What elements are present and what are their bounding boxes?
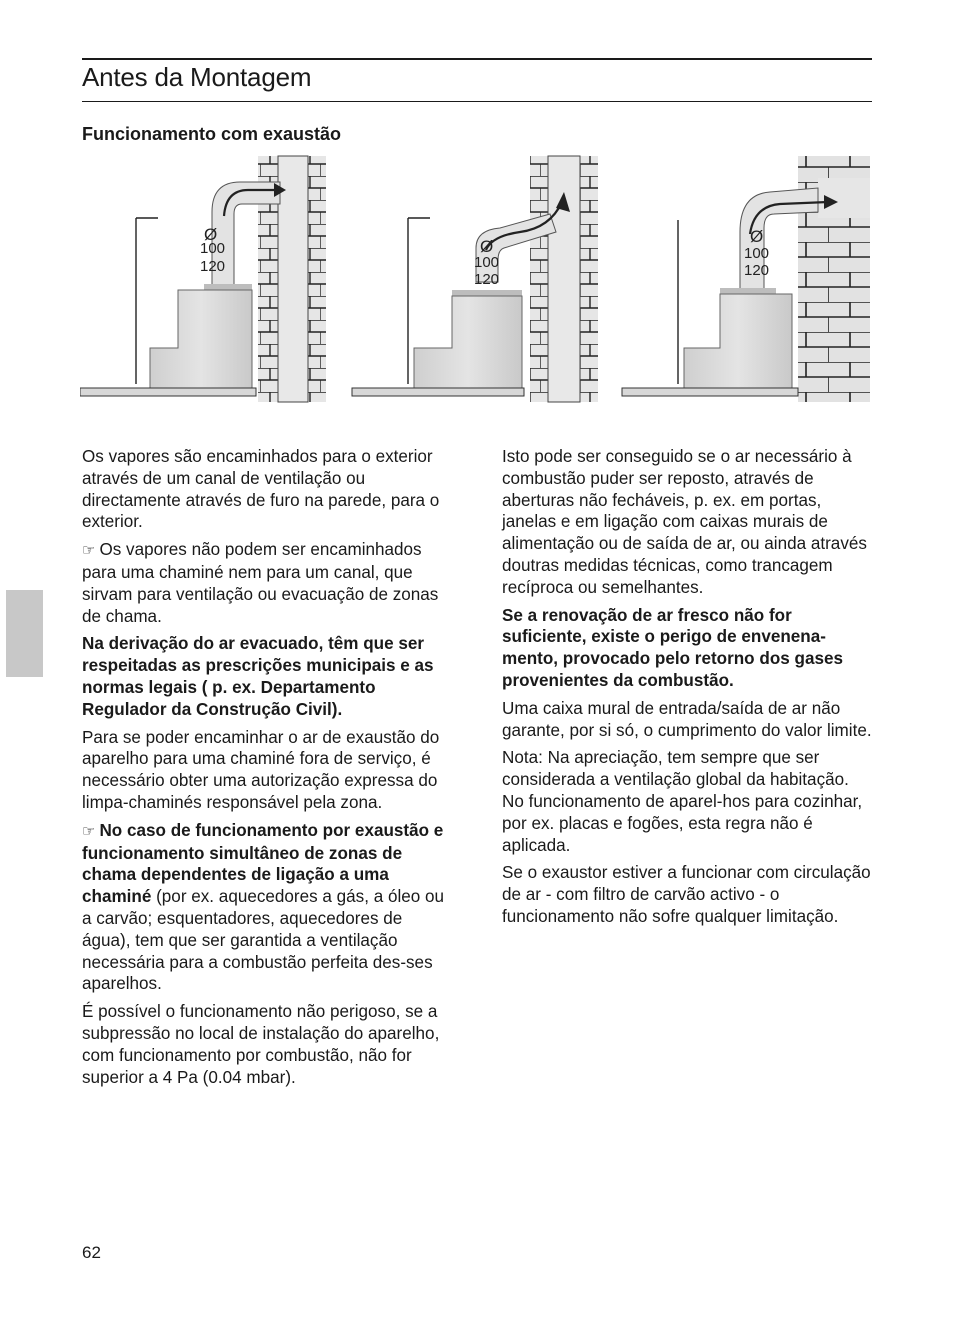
- paragraph: Nota: Na apreciação, tem sempre que ser considerada a ventilação global da habitação. No funcionamento de aparel-hos para cozinhar, por ex. placas e fogões, esta regra não é aplicada.: [502, 748, 863, 855]
- size-label-100: 100: [200, 240, 226, 257]
- size-label-120: 120: [744, 262, 770, 279]
- figure-chimney-center: [352, 156, 598, 402]
- paragraph: Os vapores são encaminhados para o exterior através de um canal de ventilação ou directamente através de furo na parede, para o exterior.: [82, 447, 440, 532]
- section-title: Funcionamento com exaustão: [82, 124, 342, 144]
- diameter-symbol: Ø: [204, 225, 218, 244]
- paragraph: Isto pode ser conseguido se o ar necessário à combustão puder ser reposto, através de aberturas não fecháveis, p. ex. em portas, janelas e em ligação com caixas murais de alimentação ou de saída de ar, ou ainda através doutras medidas técnicas, como trancagem recíproca ou semelhantes.: [502, 447, 867, 597]
- diameter-symbol: Ø: [750, 227, 764, 246]
- pointing-hand-icon: ☞: [82, 541, 96, 560]
- right-text-column: [502, 446, 874, 934]
- diameter-symbol: Ø: [480, 237, 494, 256]
- paragraph: Para se poder encaminhar o ar de exaustão do aparelho para uma chaminé fora de serviço, é necessário obter uma autorização expressa do limpa-chaminés responsável pela zona.: [82, 727, 440, 812]
- page-title: Antes da Montagem: [82, 62, 312, 92]
- figure-chimney-left: [80, 156, 326, 402]
- size-label-100: 100: [474, 254, 500, 271]
- header-rule-bottom: [82, 101, 872, 102]
- bold-text: No caso de funcionamento por exaustão e funcionamento simultâneo de zonas de chama dependentes de ligação a uma chaminé: [82, 820, 444, 907]
- size-label-120: 120: [474, 271, 500, 288]
- paragraph: É possível o funcionamento não perigoso, se a subpressão no local de instalação do aparelho, com funcionamento por combustão, não for superior a 4 Pa (0.04 mbar).: [82, 1002, 440, 1087]
- size-label-120: 120: [200, 258, 226, 275]
- bold-text: Na derivação do ar evacuado, têm que ser respeitadas as prescrições municipais e as normas legais ( p. ex. Departamento Regulador da Construção Civil).: [82, 634, 434, 719]
- note-text: Os vapores não podem ser encaminhados para uma chaminé nem para um canal, que sirvam para ventilação ou evacuação de zonas de chama.: [82, 540, 439, 626]
- chapter-tab-marker: [6, 590, 43, 677]
- page-number: 62: [82, 1243, 101, 1262]
- pointing-hand-icon: ☞: [82, 821, 96, 840]
- paragraph: Uma caixa mural de entrada/saída de ar não garante, por si só, o cumprimento do valor limite.: [502, 698, 872, 740]
- bold-paragraph: [82, 633, 454, 720]
- bold-paragraph: [502, 605, 874, 692]
- note-text: (por ex. aquecedores a gás, a óleo ou a carvão; esquentadores, aquecedores de água), tem que ser garantida a ventilação necessária para a combustão perfeita des-ses aparelhos.: [82, 887, 445, 994]
- size-label-100: 100: [744, 245, 770, 262]
- paragraph: Se o exaustor estiver a funcionar com circulação de ar - com filtro de carvão activo - o funcionamento não sofre qualquer limitação.: [502, 863, 871, 926]
- installation-figures: [80, 152, 874, 408]
- bold-text: Se a renovação de ar fresco não for suficiente, existe o perigo de envenena-mento, provocado pelo retorno dos gases provenientes da combustão.: [502, 605, 843, 690]
- left-text-column: [82, 446, 454, 1094]
- note-paragraph: [82, 539, 454, 627]
- note-paragraph: [82, 820, 454, 995]
- figure-wall-right: [622, 156, 870, 402]
- header-rule-top: [82, 58, 872, 60]
